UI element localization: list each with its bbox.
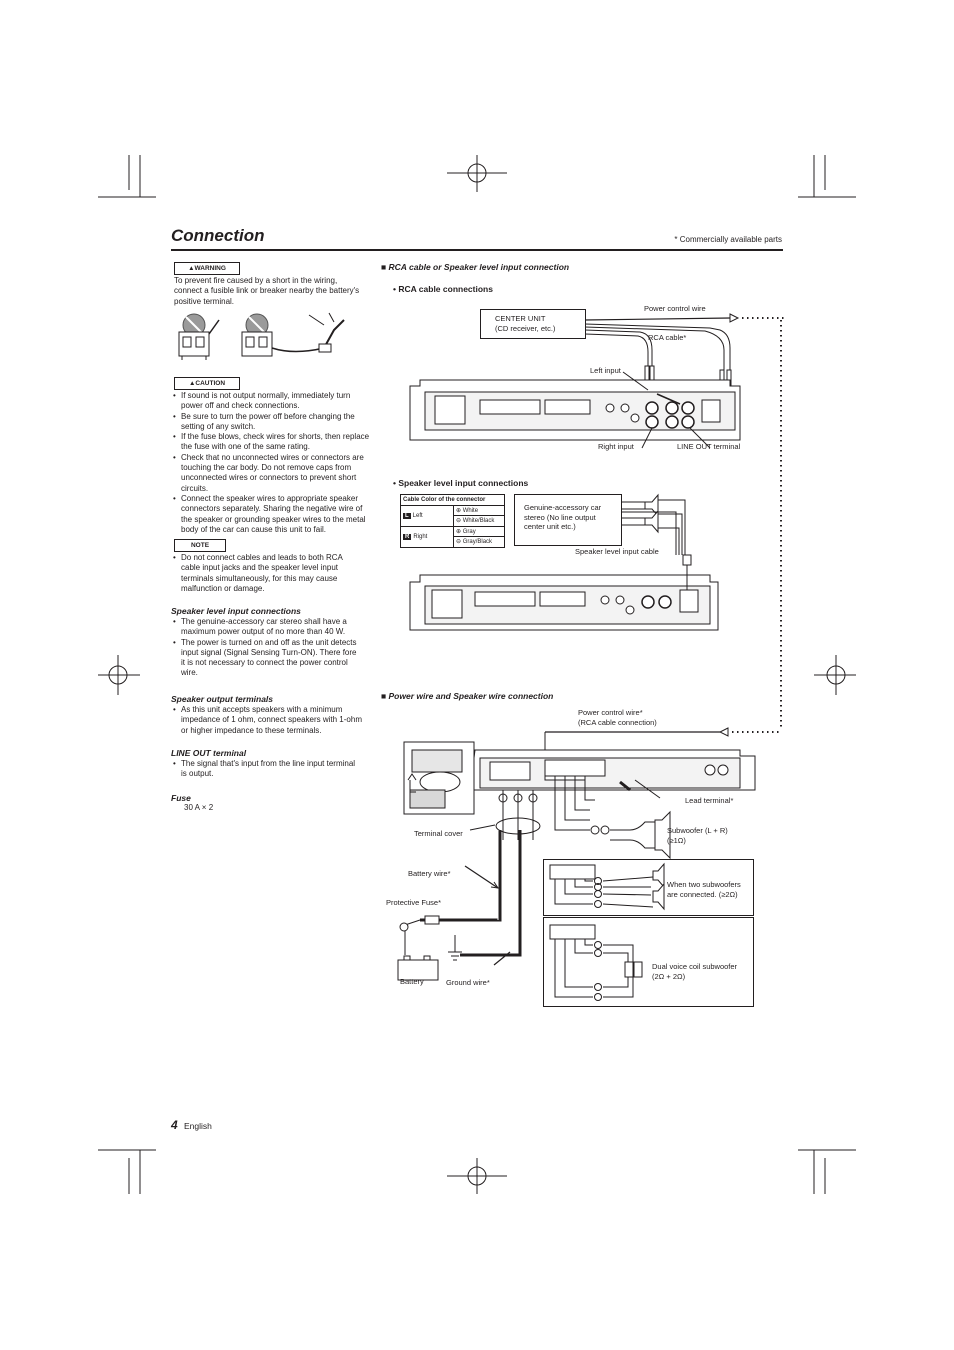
battery-prohibited-illustration bbox=[174, 310, 354, 370]
car-stereo-label: Genuine-accessory car stereo (No line output center unit etc.) bbox=[524, 503, 602, 531]
commercial-parts-note: * Commercially available parts bbox=[674, 235, 782, 244]
speaker-output-item: • As this unit accepts speakers with a minimum impedance of 1 ohm, connect speakers with 1-ohm or higher impedance to these terminals. bbox=[172, 705, 362, 736]
left-input-label: Left input bbox=[590, 366, 621, 375]
right-channel-label: Right bbox=[413, 533, 428, 540]
caution-item: • If the fuse blows, check wires for shorts, then replace the fuse with one of the same rating. bbox=[172, 432, 370, 453]
caution-item: • Check that no unconnected wires or connectors are touching the car body. Do not remove caps from unconnected wires or connectors to prevent short circuits. bbox=[172, 453, 370, 494]
note-badge: NOTE bbox=[174, 539, 226, 552]
square-bullet-icon: ■ bbox=[381, 262, 389, 272]
left-channel-code: L bbox=[405, 512, 409, 519]
plus-icon: ⊕ bbox=[456, 507, 463, 514]
right-channel-code: R bbox=[405, 533, 410, 540]
note-list bbox=[172, 553, 362, 594]
page-language: English bbox=[184, 1121, 212, 1131]
speaker-level-heading: Speaker level input connections bbox=[171, 606, 301, 616]
protective-fuse-label: Protective Fuse* bbox=[386, 898, 442, 907]
line-out-item: • The signal that's input from the line input terminal is output. bbox=[172, 759, 362, 780]
dual-voice-coil-label: Dual voice coil subwoofer (2Ω + 2Ω) bbox=[652, 962, 738, 981]
subwoofer-label: Subwoofer (L + R) (≥1Ω) bbox=[667, 826, 728, 845]
title-rule bbox=[171, 249, 783, 251]
minus-icon: ⊖ bbox=[456, 518, 463, 525]
section2-heading: ■ Power wire and Speaker wire connection bbox=[381, 691, 554, 701]
speaker-level-item: • The genuine-accessory car stereo shall have a maximum power output of no more than 40 W. bbox=[172, 617, 362, 638]
speaker-output-heading: Speaker output terminals bbox=[171, 694, 274, 704]
speaker-level-cable-label: Speaker level input cable bbox=[575, 547, 659, 556]
battery-label: Battery bbox=[400, 977, 424, 986]
cable-color: White/Black bbox=[462, 518, 495, 525]
fuse-value: 30 A × 2 bbox=[184, 803, 214, 812]
dual-voice-coil-diagram bbox=[543, 917, 752, 1005]
cable-color-header: Cable Color of the connector bbox=[401, 495, 505, 506]
warning-text: To prevent fire caused by a short in the wiring, connect a fusible link or breaker nearby the battery's positive terminal. bbox=[174, 276, 360, 306]
line-out-terminal-label: LINE OUT terminal bbox=[677, 442, 741, 451]
line-out-heading: LINE OUT terminal bbox=[171, 748, 247, 758]
right-input-label: Right input bbox=[598, 442, 634, 451]
plus-icon: ⊕ bbox=[456, 528, 463, 535]
power-control-wire-rca-label: Power control wire* (RCA cable connection) bbox=[578, 708, 657, 727]
lead-terminal-label: Lead terminal* bbox=[685, 796, 734, 805]
warning-icon: ▲ bbox=[188, 265, 195, 272]
caution-item: • Connect the speaker wires to appropriate speaker connectors separately. Sharing the negative wire of the speaker or grounding speaker wires to the metal body of the car can cause this unit to fail. bbox=[172, 494, 370, 535]
caution-list bbox=[172, 391, 370, 535]
dotted-connector bbox=[775, 318, 787, 734]
note-item: • Do not connect cables and leads to both RCA cable input jacks and the speaker level input terminals simultaneously, for this may cause malfunction or damage. bbox=[172, 553, 362, 594]
speaker-output-list bbox=[172, 705, 362, 736]
power-control-wire-label: Power control wire bbox=[644, 304, 706, 313]
caution-item: • Be sure to turn the power off before changing the setting of any switch. bbox=[172, 412, 370, 433]
section1-heading: ■ RCA cable or Speaker level input connection bbox=[381, 262, 570, 272]
cable-color: Gray bbox=[462, 528, 476, 535]
warning-badge: ▲WARNING bbox=[174, 262, 240, 275]
caution-badge: ▲CAUTION bbox=[174, 377, 240, 390]
rca-subheading: • RCA cable connections bbox=[393, 284, 493, 294]
two-subwoofers-label: When two subwoofers are connected. (≥2Ω) bbox=[667, 880, 741, 899]
center-unit-label: CENTER UNIT (CD receiver, etc.) bbox=[495, 314, 556, 333]
minus-icon: ⊖ bbox=[456, 539, 463, 546]
ground-wire-label: Ground wire* bbox=[446, 978, 490, 987]
speaker-level-list bbox=[172, 617, 362, 679]
caution-icon: ▲ bbox=[188, 380, 196, 387]
terminal-cover-label: Terminal cover bbox=[414, 829, 463, 838]
page-title: Connection bbox=[171, 226, 265, 245]
page-number: 4 bbox=[171, 1118, 178, 1132]
line-out-list bbox=[172, 759, 362, 780]
rca-cable-label: RCA cable* bbox=[648, 333, 687, 342]
cable-color: Gray/Black bbox=[462, 539, 493, 546]
battery-wire-label: Battery wire* bbox=[408, 869, 451, 878]
square-bullet-icon: ■ bbox=[381, 691, 389, 701]
speaker-level-item: • The power is turned on and off as the unit detects input signal (Signal Sensing Turn-ON). There fore it is not necessary to connect the power control wire. bbox=[172, 638, 362, 679]
caution-item: • If sound is not output normally, immediately turn power off and check connections. bbox=[172, 391, 370, 412]
speaker-level-subheading: • Speaker level input connections bbox=[393, 478, 529, 488]
fuse-heading: Fuse bbox=[171, 793, 191, 803]
left-channel-label: Left bbox=[412, 512, 423, 519]
cable-color: White bbox=[462, 507, 479, 514]
